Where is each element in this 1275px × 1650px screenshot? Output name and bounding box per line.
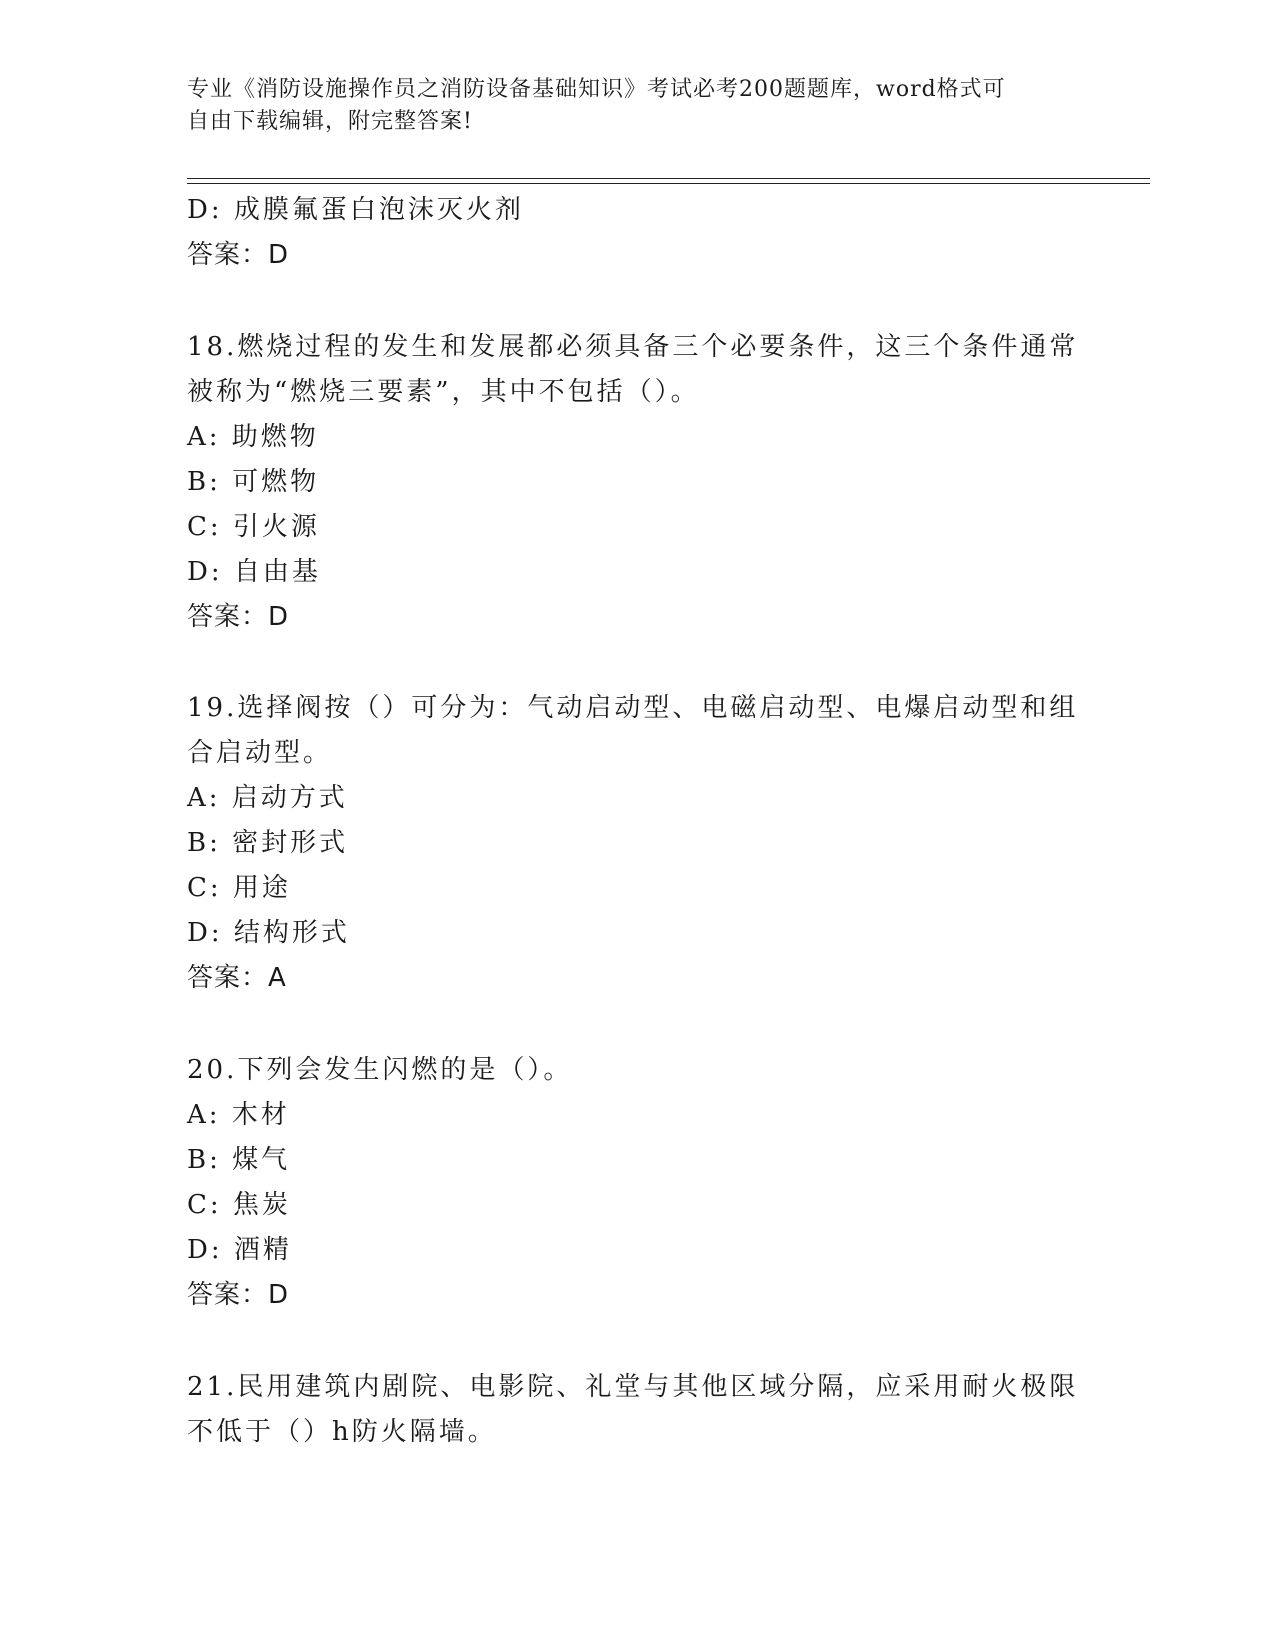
- q18-option-c: C: 引火源: [187, 512, 320, 542]
- q19-stem-line-2: 合启动型。: [187, 738, 333, 768]
- q18-option-a: A: 助燃物: [187, 422, 319, 452]
- q18-answer: 答案：D: [187, 602, 290, 632]
- q19-stem-line-1: 19.选择阀按（）可分为：气动启动型、电磁启动型、电爆启动型和组: [187, 693, 1079, 723]
- prev-option-d: D: 成膜氟蛋白泡沫灭火剂: [187, 195, 524, 225]
- q21-stem-line-2: 不低于（）h防火隔墙。: [187, 1417, 497, 1447]
- header-title-line-2: 自由下载编辑，附完整答案!: [187, 109, 473, 134]
- document-header: [187, 74, 1067, 138]
- q20-option-d: D: 酒精: [187, 1235, 292, 1265]
- q18-option-d: D: 自由基: [187, 557, 321, 587]
- q19-option-a: A: 启动方式: [187, 783, 348, 813]
- q20-option-b: B: 煤气: [187, 1145, 291, 1175]
- q18-option-b: B: 可燃物: [187, 467, 320, 497]
- q20-stem-line-1: 20.下列会发生闪燃的是（）。: [187, 1055, 573, 1085]
- q18-stem-line-1: 18.燃烧过程的发生和发展都必须具备三个必要条件，这三个条件通常: [187, 332, 1079, 362]
- q19-option-b: B: 密封形式: [187, 828, 349, 858]
- q20-option-a: A: 木材: [187, 1100, 290, 1130]
- q20-option-c: C: 焦炭: [187, 1190, 291, 1220]
- q20-answer: 答案：D: [187, 1280, 290, 1310]
- q19-option-c: C: 用途: [187, 873, 291, 903]
- prev-answer: 答案：D: [187, 240, 290, 270]
- header-divider-bottom: [187, 183, 1150, 184]
- q19-answer: 答案：A: [187, 963, 287, 993]
- header-divider-top: [187, 178, 1150, 179]
- q19-option-d: D: 结构形式: [187, 918, 350, 948]
- header-title-line-1: 专业《消防设施操作员之消防设备基础知识》考试必考200题题库，word格式可: [187, 77, 1006, 102]
- q18-stem-line-2: 被称为“燃烧三要素”，其中不包括（）。: [187, 377, 700, 407]
- q21-stem-line-1: 21.民用建筑内剧院、电影院、礼堂与其他区域分隔，应采用耐火极限: [187, 1372, 1079, 1402]
